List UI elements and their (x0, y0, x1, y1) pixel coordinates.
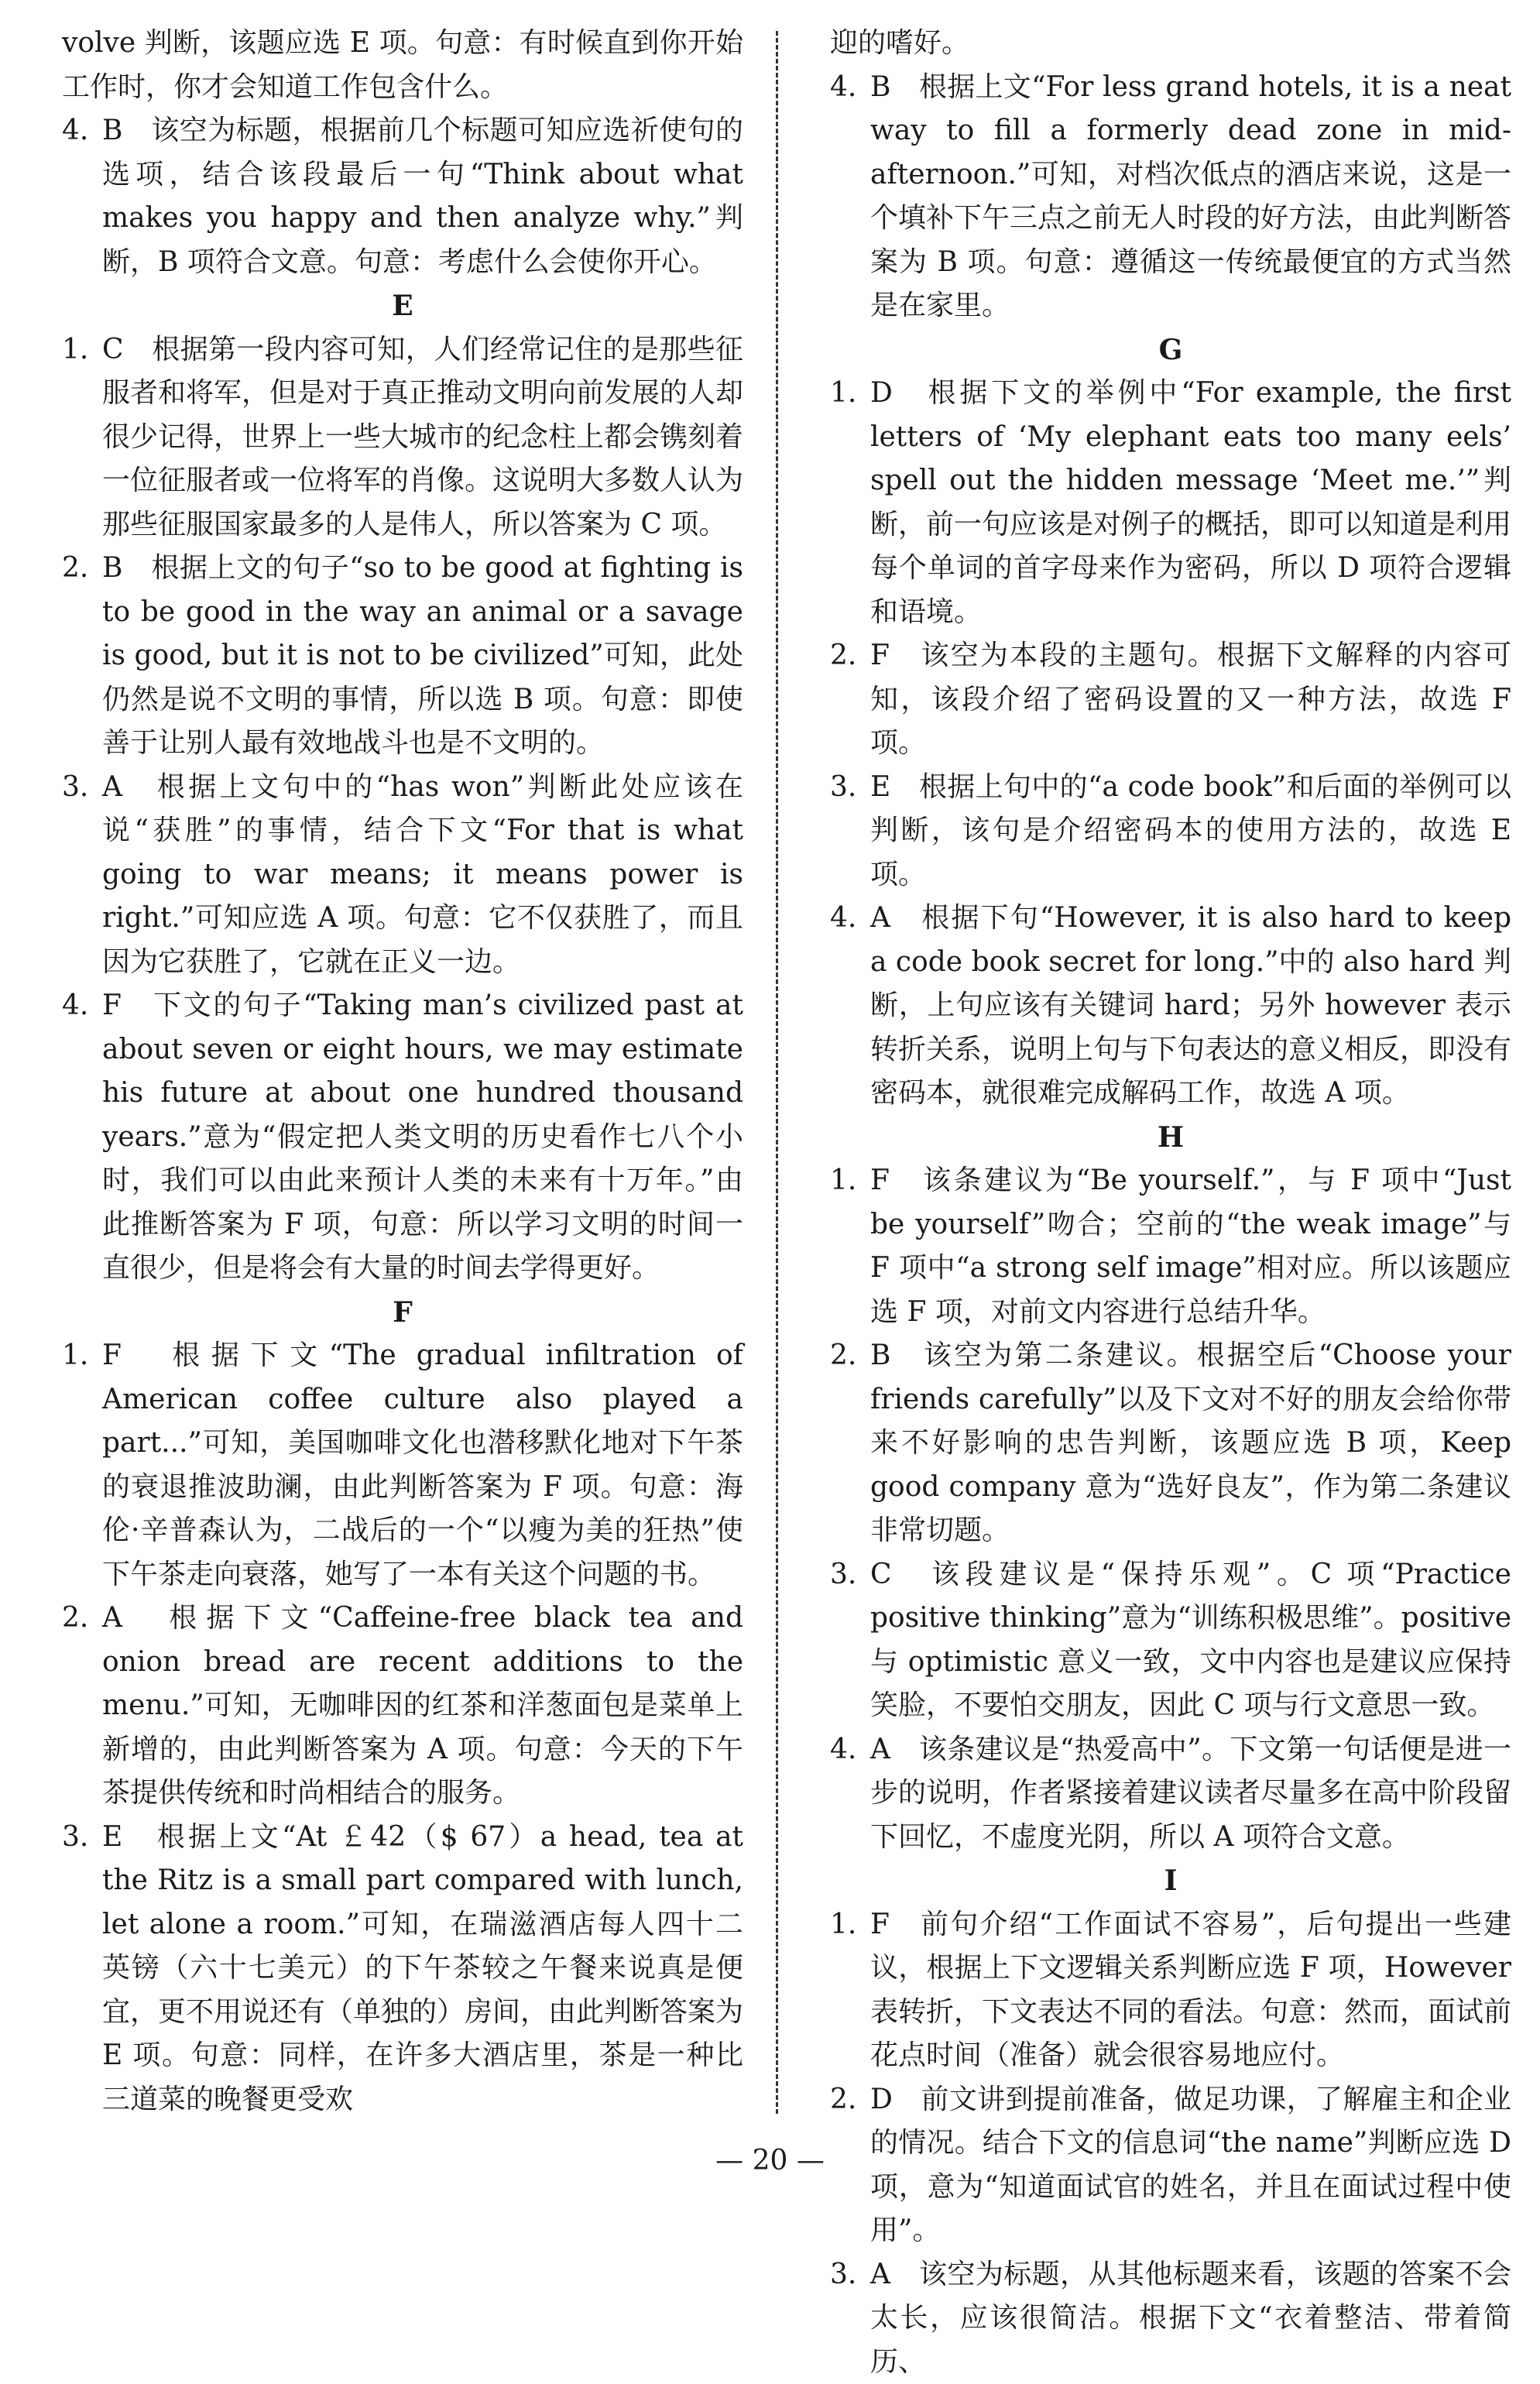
answer-number: 4. (62, 984, 102, 1291)
answer-item (830, 766, 1511, 897)
answer-number: 4. (62, 109, 102, 284)
answer-number: 4. (830, 1728, 870, 1860)
answer-text: F 下文的句子“Taking man’s civilized past at about seven or eight hours, we may estimate his future at about one hundred thousand years.”意为“假定把人类文明的历史看作七八个小时，我们可以由此来预计人类的未来有十万年。”由此推断答案为 F 项，句意：所以学习文明的时间一直很少，但是将会有大量的时间去学得更好。 (102, 984, 743, 1291)
answer-item (62, 1334, 743, 1597)
answer-text: B 根据上文的句子“so to be good at fighting is to be good in the way an animal or a savage is good, but it is not to be civilized”可知，此处仍然是说不文明的事情，所以选 B 项。句意：即使善于让别人最有效地战斗也是不文明的。 (102, 547, 743, 766)
answer-number: 2. (830, 634, 870, 766)
answer-text: D 前文讲到提前准备，做足功课，了解雇主和企业的情况。结合下文的信息词“the name”判断应选 D 项，意为“知道面试官的姓名，并且在面试过程中使用”。 (870, 2078, 1511, 2253)
answer-number: 4. (830, 897, 870, 1116)
answer-item (830, 66, 1511, 328)
answer-number: 1. (830, 1903, 870, 2078)
answer-text: E 根据上文“At ￡42（$ 67）a head, tea at the Ritz is a small part compared with lunch, let alone a room.”可知，在瑞滋酒店每人四十二英镑（六十七美元）的下午茶较之午餐来说真是便宜，更不用说还有（单独的）房间，由此判断答案为 E 项。句意：同样，在许多大酒店里，茶是一种比三道菜的晚餐更受欢 (102, 1816, 743, 2122)
answer-item (62, 984, 743, 1291)
section-heading-e: E (62, 284, 743, 328)
answer-number: 2. (830, 1334, 870, 1553)
answer-item (830, 1334, 1511, 1553)
answer-item (62, 547, 743, 766)
answer-item (830, 1553, 1511, 1728)
left-column (62, 22, 743, 2122)
continuation-paragraph: 迎的嗜好。 (830, 22, 1511, 66)
answer-item (830, 2253, 1511, 2384)
answer-item (62, 766, 743, 985)
answer-text: F 该条建议为“Be yourself.”，与 F 项中“Just be yourself”吻合；空前的“the weak image”与 F 项中“a strong self image”相对应。所以该题应选 F 项，对前文内容进行总结升华。 (870, 1159, 1511, 1334)
answer-text: A 该空为标题，从其他标题来看，该题的答案不会太长，应该很简洁。根据下文“衣着整洁、带着简历、 (870, 2253, 1511, 2384)
answer-text: A 该条建议是“热爱高中”。下文第一句话便是进一步的说明，作者紧接着建议读者尽量多在高中阶段留下回忆，不虚度光阴，所以 A 项符合文意。 (870, 1728, 1511, 1860)
answer-text: A 根据下句“However, it is also hard to keep a code book secret for long.”中的 also hard 判断，上句应该有关键词 hard；另外 however 表示转折关系，说明上句与下句表达的意义相反，即没有密码本，就很难完成解码工作，故选 A 项。 (870, 897, 1511, 1116)
answer-item (830, 897, 1511, 1116)
answer-text: F 前句介绍“工作面试不容易”，后句提出一些建议，根据上下文逻辑关系判断应选 F 项，However 表转折，下文表达不同的看法。句意：然而，面试前花点时间（准备）就会很容易地应付。 (870, 1903, 1511, 2078)
answer-number: 3. (830, 766, 870, 897)
answer-number: 1. (830, 1159, 870, 1334)
answer-number: 4. (830, 66, 870, 328)
answer-number: 1. (830, 372, 870, 634)
right-column (830, 22, 1511, 2384)
section-heading-g: G (830, 328, 1511, 372)
answer-item (62, 1597, 743, 1816)
answer-number: 3. (62, 1816, 102, 2122)
answer-text: C 根据第一段内容可知，人们经常记住的是那些征服者和将军，但是对于真正推动文明向前发展的人却很少记得，世界上一些大城市的纪念柱上都会镌刻着一位征服者或一位将军的肖像。这说明大多数人认为那些征服国家最多的人是伟人，所以答案为 C 项。 (102, 328, 743, 547)
answer-text: A 根据下文“Caffeine-free black tea and onion bread are recent additions to the menu.”可知，无咖啡因的红茶和洋葱面包是菜单上新增的，由此判断答案为 A 项。句意：今天的下午茶提供传统和时尚相结合的服务。 (102, 1597, 743, 1816)
answer-item (62, 109, 743, 284)
answer-number: 1. (62, 328, 102, 547)
answer-item (62, 1816, 743, 2122)
answer-item (830, 1159, 1511, 1334)
answer-item (830, 1728, 1511, 1860)
answer-text: A 根据上文句中的“has won”判断此处应该在说“获胜”的事情，结合下文“For that is what going to war means; it means power is right.”可知应选 A 项。句意：它不仅获胜了，而且因为它获胜了，它就在正义一边。 (102, 766, 743, 985)
answer-item (830, 634, 1511, 766)
answer-number: 2. (62, 547, 102, 766)
answer-number: 3. (830, 1553, 870, 1728)
answer-number: 2. (62, 1597, 102, 1816)
answer-number: 3. (830, 2253, 870, 2384)
answer-text: C 该段建议是“保持乐观”。C 项“Practice positive thinking”意为“训练积极思维”。positive 与 optimistic 意义一致，文中内容也是建议应保持笑脸，不要怕交朋友，因此 C 项与行文意思一致。 (870, 1553, 1511, 1728)
section-heading-f: F (62, 1291, 743, 1335)
answer-number: 2. (830, 2078, 870, 2253)
answer-item (830, 1903, 1511, 2078)
page-number: — 20 — (0, 2145, 1540, 2176)
answer-text: F 该空为本段的主题句。根据下文解释的内容可知，该段介绍了密码设置的又一种方法，故选 F 项。 (870, 634, 1511, 766)
answer-text: B 该空为第二条建议。根据空后“Choose your friends carefully”以及下文对不好的朋友会给你带来不好影响的忠告判断，该题应选 B 项，Keep good company 意为“选好良友”，作为第二条建议非常切题。 (870, 1334, 1511, 1553)
answer-number: 1. (62, 1334, 102, 1597)
answer-item (62, 328, 743, 547)
answer-text: F 根据下文“The gradual infiltration of American coffee culture also played a part...”可知，美国咖啡文化也潜移默化地对下午茶的衰退推波助澜，由此判断答案为 F 项。句意：海伦·辛普森认为，二战后的一个“以瘦为美的狂热”使下午茶走向衰落，她写了一本有关这个问题的书。 (102, 1334, 743, 1597)
section-heading-h: H (830, 1116, 1511, 1160)
column-divider (776, 31, 778, 2114)
continuation-paragraph: volve 判断，该题应选 E 项。句意：有时候直到你开始工作时，你才会知道工作包含什么。 (62, 22, 743, 109)
answer-number: 3. (62, 766, 102, 985)
section-heading-i: I (830, 1859, 1511, 1903)
answer-item (830, 372, 1511, 634)
answer-text: B 该空为标题，根据前几个标题可知应选祈使句的选项，结合该段最后一句“Think about what makes you happy and then analyze why.”判断，B 项符合文意。句意：考虑什么会使你开心。 (102, 109, 743, 284)
answer-text: B 根据上文“For less grand hotels, it is a neat way to fill a formerly dead zone in mid-afternoon.”可知，对档次低点的酒店来说，这是一个填补下午三点之前无人时段的好方法，由此判断答案为 B 项。句意：遵循这一传统最便宜的方式当然是在家里。 (870, 66, 1511, 328)
answer-text: E 根据上句中的“a code book”和后面的举例可以判断，该句是介绍密码本的使用方法的，故选 E 项。 (870, 766, 1511, 897)
answer-text: D 根据下文的举例中“For example, the first letters of ‘My elephant eats too many eels’ spell out the hidden message ‘Meet me.’”判断，前一句应该是对例子的概括，即可以知道是利用每个单词的首字母来作为密码，所以 D 项符合逻辑和语境。 (870, 372, 1511, 634)
